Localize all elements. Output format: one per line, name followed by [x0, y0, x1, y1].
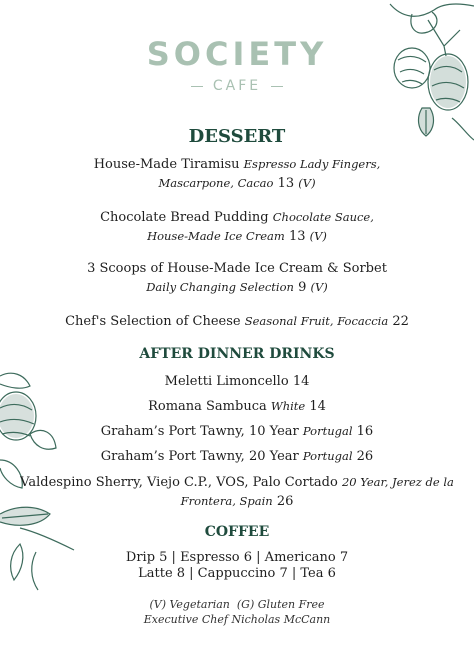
item-price: 26: [356, 449, 374, 464]
item-description-cont: Mascarpone, Cacao: [158, 176, 274, 190]
dietary-legend: (V) Vegetarian (G) Gluten Free: [149, 598, 325, 611]
item-name: Chocolate Bread Pudding: [100, 210, 269, 225]
chef-credit: Executive Chef Nicholas McCann: [143, 613, 331, 626]
item-description: White: [270, 399, 306, 413]
item-price: 22: [392, 314, 409, 329]
coffee-list-line-2: Latte 8 | Cappuccino 7 | Tea 6: [138, 566, 336, 581]
menu-item-ice-cream: [30, 259, 444, 297]
item-price: 13: [277, 176, 295, 191]
logo-divider-left: [191, 86, 203, 87]
menu-item-tiramisu: [30, 155, 444, 193]
coffee-list-line-1: Drip 5 | Espresso 6 | Americano 7: [125, 550, 349, 565]
menu-item-sherry: [14, 473, 460, 511]
menu-item-port-20-year: [30, 447, 444, 466]
drinks-section-title: AFTER DINNER DRINKS: [139, 346, 335, 362]
cafe-logo: [0, 36, 474, 94]
dessert-section-title: DESSERT: [188, 126, 286, 147]
item-name: House-Made Tiramisu: [93, 157, 240, 172]
item-price: 14: [292, 374, 310, 389]
item-diet-tag: (V): [310, 280, 328, 294]
item-name: Graham’s Port Tawny, 20 Year: [100, 449, 299, 464]
item-price: 14: [309, 399, 326, 414]
logo-divider-right: [271, 86, 283, 87]
item-name: Graham’s Port Tawny, 10 Year: [100, 424, 299, 439]
menu-item-bread-pudding: [30, 208, 444, 246]
logo-subtitle-row: [0, 78, 474, 94]
item-description: Portugal: [302, 424, 353, 438]
menu-item-limoncello: [30, 372, 444, 391]
item-description: Espresso Lady Fingers,: [243, 157, 381, 171]
item-description: Seasonal Fruit, Focaccia: [244, 314, 389, 328]
logo-title: SOCIETY: [146, 35, 328, 73]
item-description: Portugal: [302, 449, 353, 463]
item-diet-tag: (V): [298, 176, 316, 190]
menu-item-sambuca: [30, 397, 444, 416]
item-description: Daily Changing Selection: [146, 280, 294, 294]
item-name: 3 Scoops of House-Made Ice Cream & Sorbet: [87, 261, 387, 276]
coffee-section-title: COFFEE: [204, 524, 270, 540]
item-name: Meletti Limoncello: [164, 374, 289, 389]
item-price: 16: [356, 424, 374, 439]
item-description-cont: Frontera, Spain: [180, 494, 273, 508]
logo-subtitle: CAFE: [212, 78, 262, 94]
item-name: Romana Sambuca: [148, 399, 267, 414]
item-name: Valdespino Sherry, Viejo C.P., VOS, Palo Cortado: [20, 475, 338, 490]
item-price: 26: [276, 494, 294, 509]
menu-item-cheese: [30, 312, 444, 331]
item-description: 20 Year, Jerez de la: [341, 475, 454, 489]
item-description-cont: House-Made Ice Cream: [147, 229, 285, 243]
item-diet-tag: (V): [309, 229, 327, 243]
menu-item-port-10-year: [30, 422, 444, 441]
item-price: 13: [288, 229, 306, 244]
item-description: Chocolate Sauce,: [272, 210, 374, 224]
item-name: Chef's Selection of Cheese: [65, 314, 241, 329]
item-price: 9: [298, 280, 307, 295]
